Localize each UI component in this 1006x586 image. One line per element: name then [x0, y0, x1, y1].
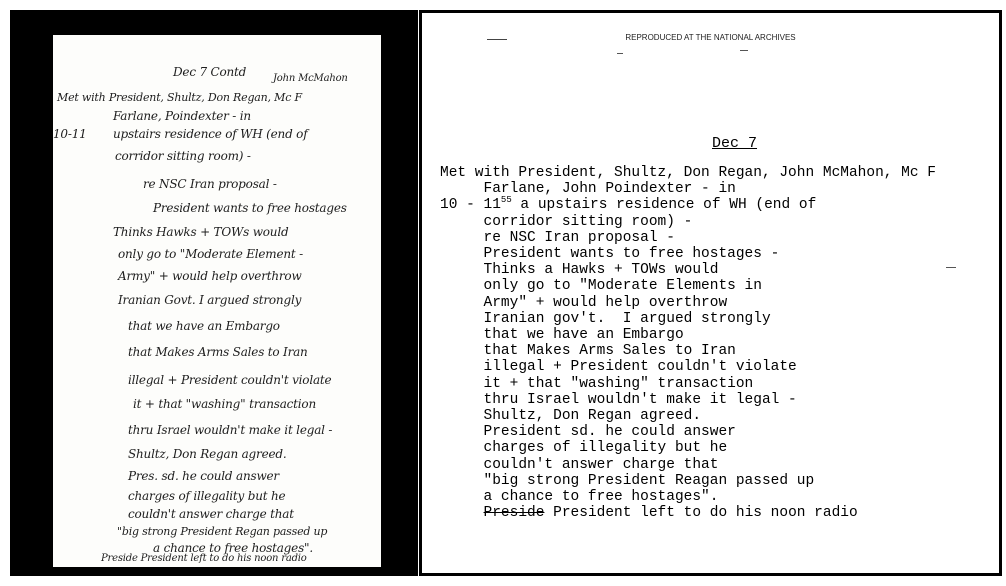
transcript-text: a chance to free hostages".: [440, 489, 719, 505]
transcript-line: [440, 311, 771, 327]
transcript-text: a upstairs residence of WH (end of: [511, 197, 817, 214]
hw-line: couldn't answer charge that: [128, 507, 294, 521]
struck-text: Preside: [483, 505, 545, 522]
hw-line: Dec 7 Contd: [173, 65, 247, 79]
transcript-text: corridor sitting room) -: [440, 213, 693, 230]
transcript-superscript: 55: [500, 195, 512, 206]
hw-line: "big strong President Regan passed up: [117, 525, 328, 538]
transcript-line: [440, 262, 718, 278]
transcript-text: that Makes Arms Sales to Iran: [440, 343, 736, 360]
transcript-text: 10 - 11: [440, 197, 501, 214]
transcript-line: [440, 327, 684, 343]
scan-mark: [617, 53, 623, 54]
hw-line: illegal + President couldn't violate: [128, 373, 332, 387]
transcript-line: [440, 359, 797, 375]
transcript-text: Iranian gov't. I argued strongly: [440, 310, 771, 327]
hw-line: only go to "Moderate Element -: [118, 247, 304, 261]
transcript-text: Met with President, Shultz, Don Regan, John McMahon, Mc F: [440, 165, 936, 181]
transcript-text: President left to do his noon radio: [544, 505, 858, 522]
transcript-line: [440, 376, 753, 392]
transcript-text: Army" + would help overthrow: [440, 294, 728, 311]
hw-line: John McMahon: [273, 73, 348, 84]
handwritten-page-frame: [10, 10, 418, 576]
hw-line: thru Israel wouldn't make it legal -: [128, 423, 333, 437]
transcript-text: Farlane, John Poindexter - in: [440, 181, 736, 198]
handwritten-note-sheet: [53, 35, 381, 567]
transcript-line: [440, 473, 814, 489]
transcript-line: [440, 343, 736, 359]
transcript-text: Thinks a Hawks + TOWs would: [440, 262, 719, 279]
scan-mark: [740, 50, 748, 51]
transcript-line: [440, 424, 736, 440]
hw-line: charges of illegality but he: [128, 489, 286, 503]
transcript-line: [440, 197, 816, 213]
transcript-line: [440, 165, 936, 181]
transcript-line: [440, 505, 858, 521]
transcript-text: President wants to free hostages -: [440, 246, 780, 262]
hw-line: a chance to free hostages".: [153, 541, 313, 555]
transcript-text: "big strong President Reagan passed up: [440, 472, 815, 489]
transcript-line: [440, 246, 779, 262]
transcript-line: [440, 489, 718, 505]
transcript-text: Shultz, Don Regan agreed.: [440, 408, 702, 424]
hw-line: Iranian Govt. I argued strongly: [118, 293, 302, 307]
hw-line: corridor sitting room) -: [115, 149, 251, 163]
transcript-line: [440, 457, 718, 473]
hw-line: Preside President left to do his noon radio: [101, 553, 307, 564]
transcript-date: Dec 7: [712, 135, 758, 152]
hw-line: Met with President, Shultz, Don Regan, Mc F: [57, 91, 302, 104]
transcript-line: [440, 214, 692, 230]
hw-line: Army" + would help overthrow: [118, 269, 302, 283]
transcript-text: thru Israel wouldn't make it legal -: [440, 391, 797, 408]
hw-line: 10-11: [53, 127, 87, 141]
transcript-line: [440, 230, 675, 246]
transcript-text: President sd. he could answer: [440, 424, 736, 441]
transcript-line: [440, 295, 727, 311]
transcript-text: couldn't answer charge that: [440, 456, 719, 473]
transcript-line: [440, 392, 797, 408]
hw-line: that we have an Embargo: [128, 319, 280, 333]
transcript-line: [440, 181, 736, 197]
hw-line: Thinks Hawks + TOWs would: [113, 225, 289, 239]
hw-line: upstairs residence of WH (end of: [113, 127, 308, 141]
transcript-line: [440, 408, 701, 424]
transcript-text: it + that "washing" transaction: [440, 375, 754, 392]
hw-line: it + that "washing" transaction: [133, 397, 316, 411]
hw-line: re NSC Iran proposal -: [143, 177, 277, 191]
transcript-text: only go to "Moderate Elements in: [440, 278, 762, 295]
hw-line: Shultz, Don Regan agreed.: [128, 447, 287, 461]
transcript-page-frame: [419, 10, 1002, 576]
transcript-text: that we have an Embargo: [440, 327, 684, 343]
hw-line: Pres. sd. he could answer: [128, 469, 279, 483]
transcript-text: [440, 505, 484, 521]
hw-line: that Makes Arms Sales to Iran: [128, 345, 308, 359]
scan-mark: [946, 267, 956, 268]
transcript-line: [440, 278, 762, 294]
transcript-line: [440, 440, 727, 456]
transcript-text: illegal + President couldn't violate: [440, 359, 797, 376]
archive-header: REPRODUCED AT THE NATIONAL ARCHIVES: [625, 33, 796, 42]
transcript-text: charges of illegality but he: [440, 440, 728, 457]
hw-line: Farlane, Poindexter - in: [113, 109, 251, 123]
transcript-text: re NSC Iran proposal -: [440, 229, 675, 246]
hw-line: President wants to free hostages: [153, 201, 347, 215]
